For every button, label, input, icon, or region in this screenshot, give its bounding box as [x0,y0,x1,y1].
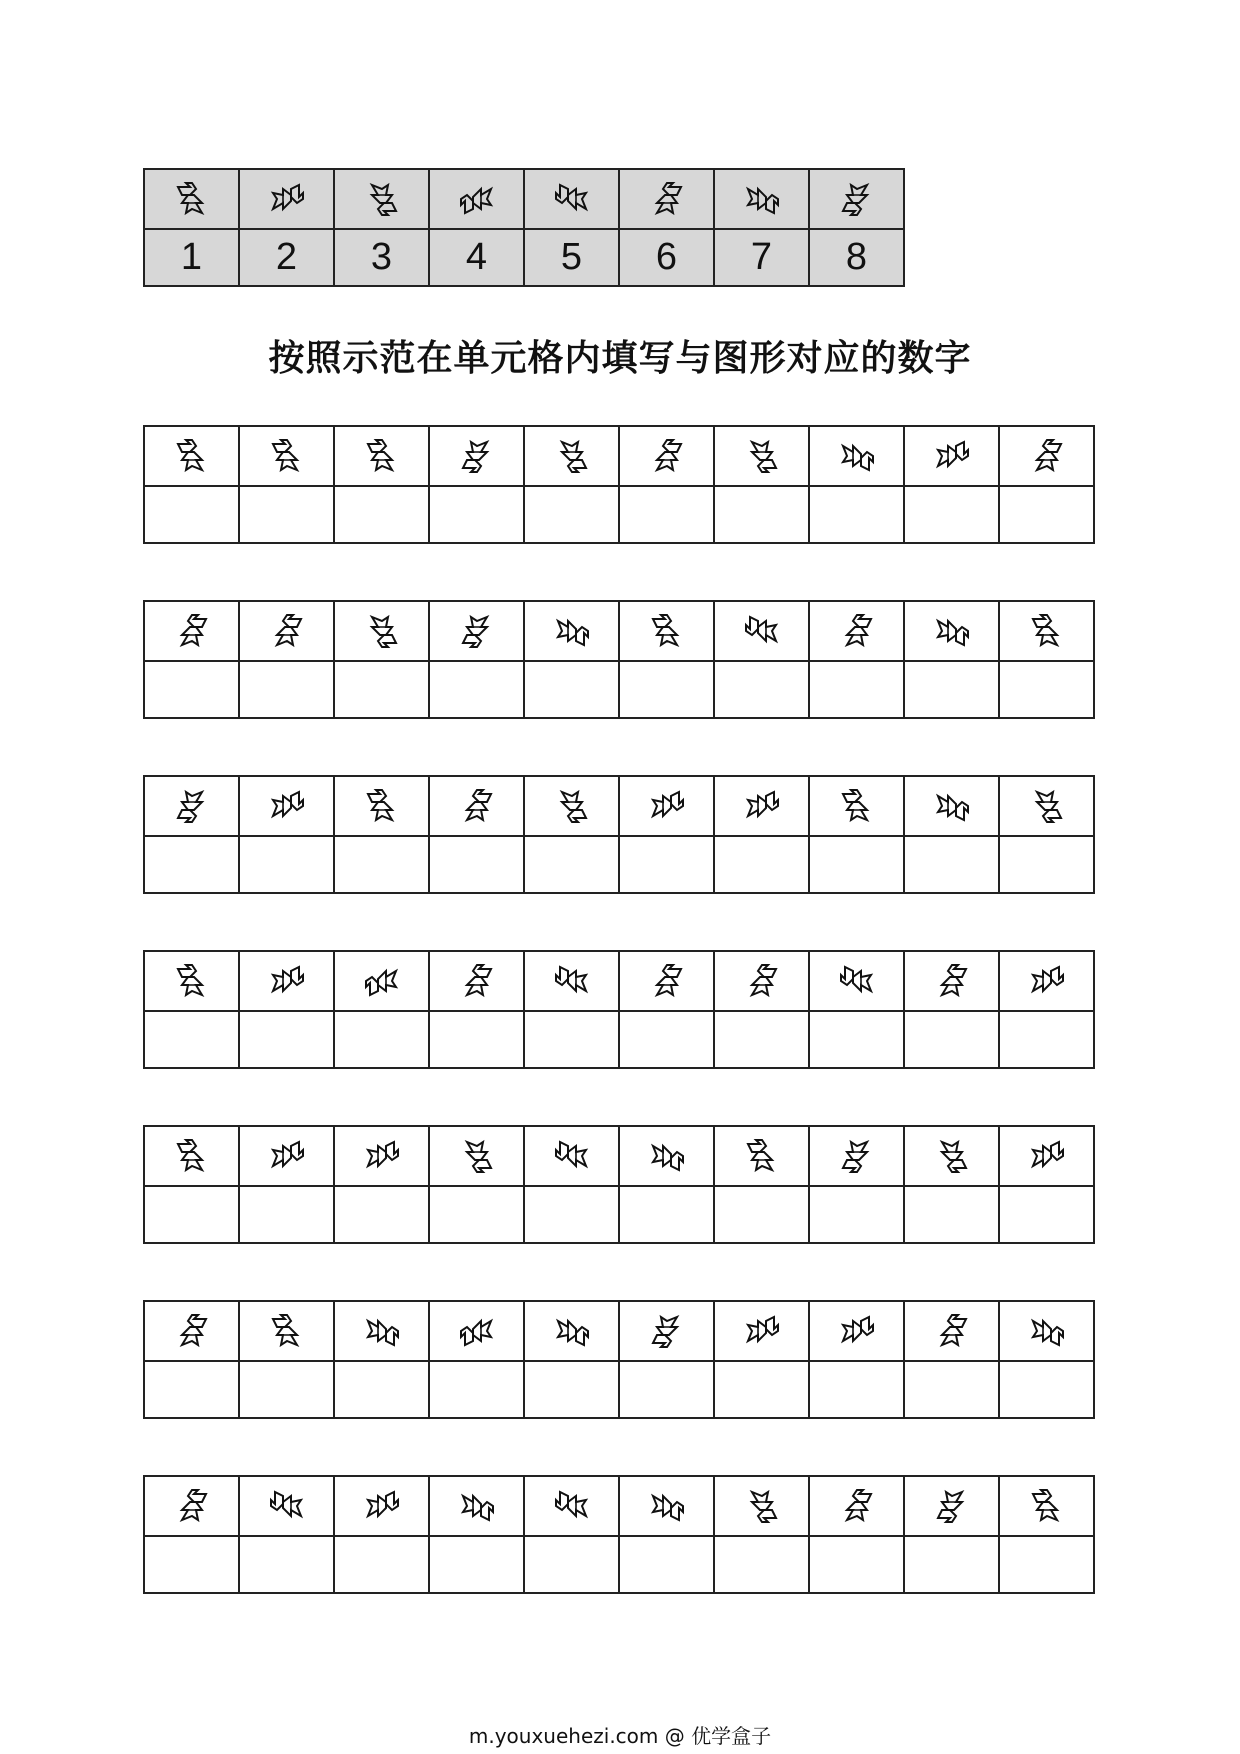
exercise-icon-cell [429,1126,524,1186]
answer-cell[interactable] [904,1536,999,1593]
key-number-cell: 2 [239,229,334,286]
answer-cell[interactable] [524,1011,619,1068]
exercise-icon-cell [144,776,239,836]
key-number-cell: 8 [809,229,904,286]
exercise-icon-cell [524,601,619,661]
bent-arrow-icon [267,1486,307,1526]
bent-arrow-icon [1027,1486,1067,1526]
exercise-icon-cell [809,601,904,661]
exercise-icon-cell [239,426,334,486]
key-icon-cell [714,169,809,229]
exercise-icon-cell [714,1301,809,1361]
exercise-icon-cell [809,426,904,486]
answer-cell[interactable] [524,836,619,893]
bent-arrow-icon [647,961,687,1001]
bent-arrow-icon [552,179,592,219]
answer-cell[interactable] [144,836,239,893]
bent-arrow-icon [932,436,972,476]
exercise-icon-cell [714,426,809,486]
bent-arrow-icon [172,436,212,476]
bent-arrow-icon [647,179,687,219]
bent-arrow-icon [362,1311,402,1351]
answer-cell[interactable] [239,1186,334,1243]
answer-cell[interactable] [239,661,334,718]
bent-arrow-icon [837,611,877,651]
exercise-icon-cell [904,1301,999,1361]
bent-arrow-icon [552,611,592,651]
answer-cell[interactable] [999,661,1094,718]
key-icon-cell [619,169,714,229]
bent-arrow-icon [742,1136,782,1176]
bent-arrow-icon [552,1486,592,1526]
answer-cell[interactable] [714,486,809,543]
answer-cell[interactable] [714,1361,809,1418]
exercise-icon-cell [999,1301,1094,1361]
bent-arrow-icon [172,611,212,651]
answer-cell[interactable] [239,836,334,893]
exercise-icon-cell [999,776,1094,836]
key-number-cell: 3 [334,229,429,286]
exercise-icon-cell [524,1476,619,1536]
exercise-icon-row [144,426,1094,486]
answer-cell[interactable] [714,1011,809,1068]
answer-cell[interactable] [524,1186,619,1243]
exercise-icon-cell [429,601,524,661]
bent-arrow-icon [932,611,972,651]
exercise-icon-cell [429,1301,524,1361]
answer-cell[interactable] [239,1011,334,1068]
bent-arrow-icon [267,1136,307,1176]
key-icon-cell [334,169,429,229]
exercise-row [143,1475,1095,1594]
exercise-row [143,1300,1095,1419]
answer-cell[interactable] [904,486,999,543]
bent-arrow-icon [172,786,212,826]
bent-arrow-icon [932,1311,972,1351]
key-number-cell: 5 [524,229,619,286]
answer-cell[interactable] [809,1361,904,1418]
exercise-icon-cell [809,1476,904,1536]
bent-arrow-icon [172,179,212,219]
answer-cell[interactable] [144,661,239,718]
exercise-icon-cell [904,951,999,1011]
key-number-cell: 6 [619,229,714,286]
exercise-icon-cell [809,1126,904,1186]
exercise-icon-cell [619,1126,714,1186]
bent-arrow-icon [457,1136,497,1176]
exercise-icon-cell [334,601,429,661]
answer-cell[interactable] [714,661,809,718]
bent-arrow-icon [457,961,497,1001]
exercise-answer-row [144,661,1094,718]
bent-arrow-icon [647,611,687,651]
key-number-row [144,229,904,286]
exercise-icon-cell [524,426,619,486]
answer-cell[interactable] [144,1536,239,1593]
exercise-icon-cell [144,1476,239,1536]
exercise-icon-cell [144,951,239,1011]
bent-arrow-icon [647,1486,687,1526]
bent-arrow-icon [172,1136,212,1176]
exercise-icon-row [144,1301,1094,1361]
exercise-icon-cell [144,1301,239,1361]
exercise-icon-cell [999,426,1094,486]
answer-cell[interactable] [809,1536,904,1593]
exercise-icon-cell [714,1476,809,1536]
exercise-icon-cell [334,1476,429,1536]
bent-arrow-icon [552,436,592,476]
bent-arrow-icon [647,1136,687,1176]
exercise-icon-cell [334,1301,429,1361]
exercise-icon-cell [904,776,999,836]
answer-cell[interactable] [809,1186,904,1243]
answer-cell[interactable] [334,1186,429,1243]
answer-cell[interactable] [714,1186,809,1243]
bent-arrow-icon [362,179,402,219]
exercise-icon-cell [809,951,904,1011]
bent-arrow-icon [932,961,972,1001]
bent-arrow-icon [552,961,592,1001]
answer-cell[interactable] [904,1361,999,1418]
answer-cell[interactable] [619,661,714,718]
bent-arrow-icon [172,961,212,1001]
answer-cell[interactable] [524,661,619,718]
answer-cell[interactable] [429,836,524,893]
answer-cell[interactable] [904,836,999,893]
instruction-heading: 按照示范在单元格内填写与图形对应的数字 [268,338,972,379]
exercise-row [143,1125,1095,1244]
bent-arrow-icon [742,1486,782,1526]
answer-cell[interactable] [619,1361,714,1418]
bent-arrow-icon [1027,436,1067,476]
bent-arrow-icon [457,179,497,219]
exercise-answer-row [144,1011,1094,1068]
exercise-icon-cell [429,776,524,836]
bent-arrow-icon [457,786,497,826]
bent-arrow-icon [362,1486,402,1526]
exercise-icon-cell [999,1476,1094,1536]
exercise-icon-cell [904,1476,999,1536]
exercise-icon-cell [809,1301,904,1361]
answer-cell[interactable] [524,1536,619,1593]
key-icon-cell [524,169,619,229]
exercise-icon-cell [144,1126,239,1186]
bent-arrow-icon [742,786,782,826]
exercise-answer-row [144,1186,1094,1243]
bent-arrow-icon [742,961,782,1001]
exercise-icon-row [144,1126,1094,1186]
bent-arrow-icon [267,436,307,476]
exercise-icon-cell [809,776,904,836]
answer-cell[interactable] [619,486,714,543]
bent-arrow-icon [932,786,972,826]
answer-cell[interactable] [904,661,999,718]
answer-cell[interactable] [144,1186,239,1243]
answer-cell[interactable] [334,836,429,893]
bent-arrow-icon [362,961,402,1001]
bent-arrow-icon [837,1486,877,1526]
bent-arrow-icon [837,961,877,1001]
bent-arrow-icon [267,1311,307,1351]
answer-cell[interactable] [429,1361,524,1418]
exercise-icon-cell [904,1126,999,1186]
exercise-icon-cell [714,776,809,836]
bent-arrow-icon [457,1311,497,1351]
bent-arrow-icon [267,611,307,651]
answer-cell[interactable] [619,1011,714,1068]
answer-cell[interactable] [334,486,429,543]
answer-cell[interactable] [999,1536,1094,1593]
exercise-icon-cell [144,601,239,661]
answer-cell[interactable] [999,1011,1094,1068]
exercise-icon-row [144,1476,1094,1536]
bent-arrow-icon [172,1311,212,1351]
exercise-icon-row [144,601,1094,661]
exercise-icon-cell [619,951,714,1011]
exercise-answer-row [144,486,1094,543]
bent-arrow-icon [457,436,497,476]
answer-cell[interactable] [144,1361,239,1418]
footer-watermark: m.youxuehezi.com @ 优学盒子 [468,1724,772,1748]
answer-cell[interactable] [429,1536,524,1593]
bent-arrow-icon [362,436,402,476]
key-icon-cell [429,169,524,229]
bent-arrow-icon [267,179,307,219]
bent-arrow-icon [742,611,782,651]
answer-cell[interactable] [999,1361,1094,1418]
exercise-icon-cell [429,426,524,486]
exercise-icon-cell [334,426,429,486]
exercise-answer-row [144,1361,1094,1418]
exercise-answer-row [144,1536,1094,1593]
exercise-icon-cell [239,1476,334,1536]
exercise-icon-cell [334,1126,429,1186]
exercise-row [143,775,1095,894]
exercise-icon-cell [239,1126,334,1186]
bent-arrow-icon [742,436,782,476]
answer-cell[interactable] [904,1011,999,1068]
answer-cell[interactable] [524,486,619,543]
exercise-icon-cell [239,601,334,661]
answer-cell[interactable] [809,836,904,893]
bent-arrow-icon [457,611,497,651]
bent-arrow-icon [742,1311,782,1351]
bent-arrow-icon [647,1311,687,1351]
bent-arrow-icon [932,1136,972,1176]
bent-arrow-icon [1027,611,1067,651]
answer-cell[interactable] [334,1536,429,1593]
exercise-icon-cell [904,601,999,661]
bent-arrow-icon [837,786,877,826]
bent-arrow-icon [267,961,307,1001]
key-number-cell: 1 [144,229,239,286]
exercise-row [143,950,1095,1069]
key-icon-cell [144,169,239,229]
bent-arrow-icon [1027,961,1067,1001]
exercise-icon-cell [999,601,1094,661]
answer-cell[interactable] [239,486,334,543]
bent-arrow-icon [647,436,687,476]
bent-arrow-icon [362,611,402,651]
answer-cell[interactable] [334,1011,429,1068]
exercise-icon-cell [619,776,714,836]
answer-cell[interactable] [334,1361,429,1418]
exercise-icon-cell [524,951,619,1011]
answer-cell[interactable] [999,1186,1094,1243]
exercise-icon-cell [999,951,1094,1011]
key-table [143,168,905,287]
bent-arrow-icon [742,179,782,219]
answer-cell[interactable] [809,661,904,718]
bent-arrow-icon [837,179,877,219]
exercise-icon-cell [144,426,239,486]
answer-cell[interactable] [999,836,1094,893]
bent-arrow-icon [552,1136,592,1176]
key-number-cell: 4 [429,229,524,286]
exercise-icon-cell [619,426,714,486]
bent-arrow-icon [552,1311,592,1351]
answer-cell[interactable] [429,486,524,543]
bent-arrow-icon [837,1311,877,1351]
exercise-icon-cell [239,951,334,1011]
answer-cell[interactable] [144,1011,239,1068]
answer-cell[interactable] [524,1361,619,1418]
exercise-row [143,600,1095,719]
exercise-icon-cell [999,1126,1094,1186]
bent-arrow-icon [1027,786,1067,826]
exercise-icon-cell [714,601,809,661]
bent-arrow-icon [647,786,687,826]
answer-cell[interactable] [429,1011,524,1068]
exercise-icon-cell [619,1476,714,1536]
answer-cell[interactable] [809,486,904,543]
bent-arrow-icon [362,1136,402,1176]
answer-cell[interactable] [999,486,1094,543]
answer-cell[interactable] [239,1536,334,1593]
key-icon-row [144,169,904,229]
answer-cell[interactable] [144,486,239,543]
answer-cell[interactable] [429,661,524,718]
exercise-icon-cell [619,601,714,661]
bent-arrow-icon [172,1486,212,1526]
answer-cell[interactable] [619,836,714,893]
answer-cell[interactable] [239,1361,334,1418]
answer-cell[interactable] [334,661,429,718]
key-number-cell: 7 [714,229,809,286]
exercise-icon-cell [524,1126,619,1186]
exercise-icon-cell [334,776,429,836]
exercise-row [143,425,1095,544]
bent-arrow-icon [457,1486,497,1526]
bent-arrow-icon [1027,1311,1067,1351]
bent-arrow-icon [1027,1136,1067,1176]
exercise-icon-row [144,776,1094,836]
bent-arrow-icon [932,1486,972,1526]
exercise-answer-row [144,836,1094,893]
answer-cell[interactable] [809,1011,904,1068]
exercise-icon-cell [714,951,809,1011]
answer-cell[interactable] [619,1186,714,1243]
answer-cell[interactable] [429,1186,524,1243]
exercise-icon-cell [524,1301,619,1361]
bent-arrow-icon [552,786,592,826]
key-icon-cell [809,169,904,229]
exercise-icon-cell [904,426,999,486]
exercise-icon-row [144,951,1094,1011]
exercise-icon-cell [429,951,524,1011]
bent-arrow-icon [837,436,877,476]
answer-cell[interactable] [714,836,809,893]
bent-arrow-icon [362,786,402,826]
exercise-icon-cell [524,776,619,836]
exercise-icon-cell [429,1476,524,1536]
exercise-icon-cell [619,1301,714,1361]
key-icon-cell [239,169,334,229]
bent-arrow-icon [837,1136,877,1176]
exercise-icon-cell [239,776,334,836]
answer-cell[interactable] [714,1536,809,1593]
answer-cell[interactable] [904,1186,999,1243]
bent-arrow-icon [267,786,307,826]
answer-cell[interactable] [619,1536,714,1593]
exercise-icon-cell [239,1301,334,1361]
exercise-icon-cell [334,951,429,1011]
exercise-icon-cell [714,1126,809,1186]
